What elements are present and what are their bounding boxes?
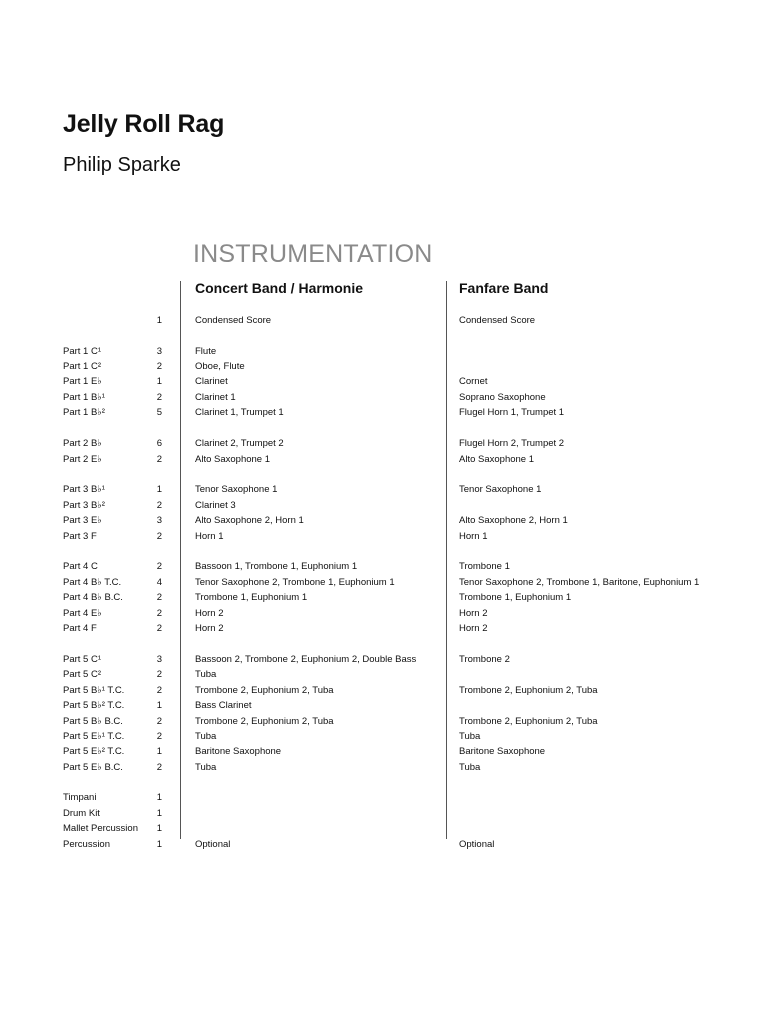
part-count: 2 (156, 392, 162, 403)
part-name: Part 1 C¹ (63, 346, 102, 357)
concert-band-instruments: Bassoon 1, Trombone 1, Euphonium 1 (195, 561, 358, 572)
part-name: Part 5 E♭ B.C. (63, 762, 123, 773)
part-count: 2 (156, 361, 162, 372)
part-count: 3 (156, 346, 162, 357)
fanfare-band-instruments: Tenor Saxophone 1 (459, 484, 542, 495)
part-name: Part 5 C¹ (63, 654, 102, 665)
fanfare-band-instruments: Trombone 1, Euphonium 1 (459, 592, 572, 603)
table-row (0, 837, 768, 852)
part-name: Part 1 B♭¹ (63, 392, 105, 403)
fanfare-band-instruments: Tuba (459, 731, 481, 742)
concert-band-instruments: Optional (195, 839, 231, 850)
concert-band-instruments: Tuba (195, 731, 217, 742)
part-count: 1 (156, 839, 162, 850)
table-row (0, 452, 768, 467)
concert-band-instruments: Condensed Score (195, 315, 272, 326)
table-row (0, 405, 768, 420)
part-name: Part 4 C (63, 561, 98, 572)
part-count: 1 (156, 315, 162, 326)
table-row (0, 652, 768, 667)
concert-band-instruments: Trombone 1, Euphonium 1 (195, 592, 308, 603)
table-row (0, 482, 768, 497)
table-row (0, 344, 768, 359)
table-row (0, 790, 768, 805)
table-row (0, 498, 768, 513)
instrumentation-heading: INSTRUMENTATION (193, 240, 433, 268)
table-row (0, 513, 768, 528)
part-count: 2 (156, 608, 162, 619)
concert-band-instruments: Trombone 2, Euphonium 2, Tuba (195, 685, 334, 696)
concert-band-instruments: Clarinet 2, Trumpet 2 (195, 438, 284, 449)
fanfare-band-instruments: Condensed Score (459, 315, 536, 326)
concert-band-instruments: Horn 2 (195, 623, 224, 634)
table-row (0, 390, 768, 405)
fanfare-band-instruments: Optional (459, 839, 495, 850)
concert-band-instruments: Flute (195, 346, 217, 357)
part-name: Timpani (63, 792, 97, 803)
table-row (0, 575, 768, 590)
fanfare-band-instruments: Tuba (459, 762, 481, 773)
table-row (0, 714, 768, 729)
part-name: Part 4 B♭ B.C. (63, 592, 123, 603)
fanfare-band-instruments: Trombone 1 (459, 561, 510, 572)
part-name: Mallet Percussion (63, 823, 138, 834)
part-count: 3 (156, 515, 162, 526)
table-row (0, 667, 768, 682)
part-count: 2 (156, 716, 162, 727)
part-name: Drum Kit (63, 808, 100, 819)
table-row (0, 729, 768, 744)
concert-band-instruments: Tuba (195, 669, 217, 680)
fanfare-band-instruments: Horn 1 (459, 531, 488, 542)
table-row (0, 606, 768, 621)
piece-title: Jelly Roll Rag (63, 110, 225, 138)
part-count: 1 (156, 700, 162, 711)
part-name: Part 2 E♭ (63, 454, 102, 465)
concert-band-instruments: Trombone 2, Euphonium 2, Tuba (195, 716, 334, 727)
part-count: 6 (156, 438, 162, 449)
table-row (0, 821, 768, 836)
concert-band-instruments: Bassoon 2, Trombone 2, Euphonium 2, Double Bass (195, 654, 417, 665)
concert-band-instruments: Clarinet 3 (195, 500, 236, 511)
concert-band-instruments: Alto Saxophone 2, Horn 1 (195, 515, 304, 526)
part-name: Part 1 B♭² (63, 407, 105, 418)
table-row (0, 529, 768, 544)
concert-band-instruments: Horn 2 (195, 608, 224, 619)
part-count: 1 (156, 808, 162, 819)
table-row (0, 374, 768, 389)
table-row (0, 806, 768, 821)
part-count: 1 (156, 376, 162, 387)
fanfare-band-instruments: Soprano Saxophone (459, 392, 546, 403)
concert-band-instruments: Bass Clarinet (195, 700, 252, 711)
part-count: 2 (156, 531, 162, 542)
part-name: Part 4 E♭ (63, 608, 102, 619)
part-count: 1 (156, 823, 162, 834)
part-name: Part 3 B♭² (63, 500, 105, 511)
table-row (0, 744, 768, 759)
fanfare-band-instruments: Flugel Horn 1, Trumpet 1 (459, 407, 565, 418)
composer-name: Philip Sparke (63, 154, 181, 176)
part-name: Part 5 B♭² T.C. (63, 700, 125, 711)
part-name: Part 1 C² (63, 361, 102, 372)
table-row (0, 436, 768, 451)
part-count: 2 (156, 762, 162, 773)
table-row (0, 621, 768, 636)
concert-band-instruments: Tuba (195, 762, 217, 773)
part-name: Part 3 E♭ (63, 515, 102, 526)
part-name: Part 4 B♭ T.C. (63, 577, 122, 588)
part-name: Percussion (63, 839, 110, 850)
concert-band-instruments: Tenor Saxophone 2, Trombone 1, Euphonium 1 (195, 577, 395, 588)
table-row (0, 698, 768, 713)
fanfare-band-instruments: Tenor Saxophone 2, Trombone 1, Baritone, Euphonium 1 (459, 577, 700, 588)
concert-band-instruments: Baritone Saxophone (195, 746, 282, 757)
fanfare-band-instruments: Cornet (459, 376, 488, 387)
fanfare-band-instruments: Horn 2 (459, 608, 488, 619)
concert-band-instruments: Clarinet 1 (195, 392, 236, 403)
table-row (0, 760, 768, 775)
part-name: Part 3 B♭¹ (63, 484, 105, 495)
part-count: 2 (156, 592, 162, 603)
table-row (0, 359, 768, 374)
part-count: 1 (156, 746, 162, 757)
fanfare-band-instruments: Horn 2 (459, 623, 488, 634)
fanfare-band-instruments: Trombone 2, Euphonium 2, Tuba (459, 685, 598, 696)
concert-band-column-header: Concert Band / Harmonie (195, 280, 364, 296)
part-count: 5 (156, 407, 162, 418)
part-count: 2 (156, 685, 162, 696)
part-count: 1 (156, 484, 162, 495)
fanfare-band-instruments: Trombone 2, Euphonium 2, Tuba (459, 716, 598, 727)
part-count: 2 (156, 561, 162, 572)
fanfare-band-instruments: Flugel Horn 2, Trumpet 2 (459, 438, 565, 449)
part-count: 4 (156, 577, 162, 588)
concert-band-instruments: Horn 1 (195, 531, 224, 542)
part-name: Part 5 B♭ B.C. (63, 716, 123, 727)
part-count: 1 (156, 792, 162, 803)
concert-band-instruments: Alto Saxophone 1 (195, 454, 271, 465)
fanfare-band-instruments: Trombone 2 (459, 654, 510, 665)
part-name: Part 5 B♭¹ T.C. (63, 685, 125, 696)
concert-band-instruments: Clarinet 1, Trumpet 1 (195, 407, 284, 418)
fanfare-band-instruments: Alto Saxophone 2, Horn 1 (459, 515, 568, 526)
part-name: Part 2 B♭ (63, 438, 102, 449)
part-name: Part 5 C² (63, 669, 102, 680)
table-row (0, 313, 768, 328)
part-name: Part 4 F (63, 623, 97, 634)
table-row (0, 590, 768, 605)
concert-band-instruments: Clarinet (195, 376, 228, 387)
part-count: 2 (156, 500, 162, 511)
part-name: Part 5 E♭² T.C. (63, 746, 125, 757)
part-count: 3 (156, 654, 162, 665)
fanfare-band-column-header: Fanfare Band (459, 280, 549, 296)
part-count: 2 (156, 623, 162, 634)
part-name: Part 5 E♭¹ T.C. (63, 731, 125, 742)
part-count: 2 (156, 669, 162, 680)
part-count: 2 (156, 454, 162, 465)
table-row (0, 683, 768, 698)
fanfare-band-instruments: Baritone Saxophone (459, 746, 546, 757)
fanfare-band-instruments: Alto Saxophone 1 (459, 454, 535, 465)
table-row (0, 559, 768, 574)
concert-band-instruments: Oboe, Flute (195, 361, 245, 372)
part-name: Part 1 E♭ (63, 376, 102, 387)
part-count: 2 (156, 731, 162, 742)
part-name: Part 3 F (63, 531, 97, 542)
concert-band-instruments: Tenor Saxophone 1 (195, 484, 278, 495)
